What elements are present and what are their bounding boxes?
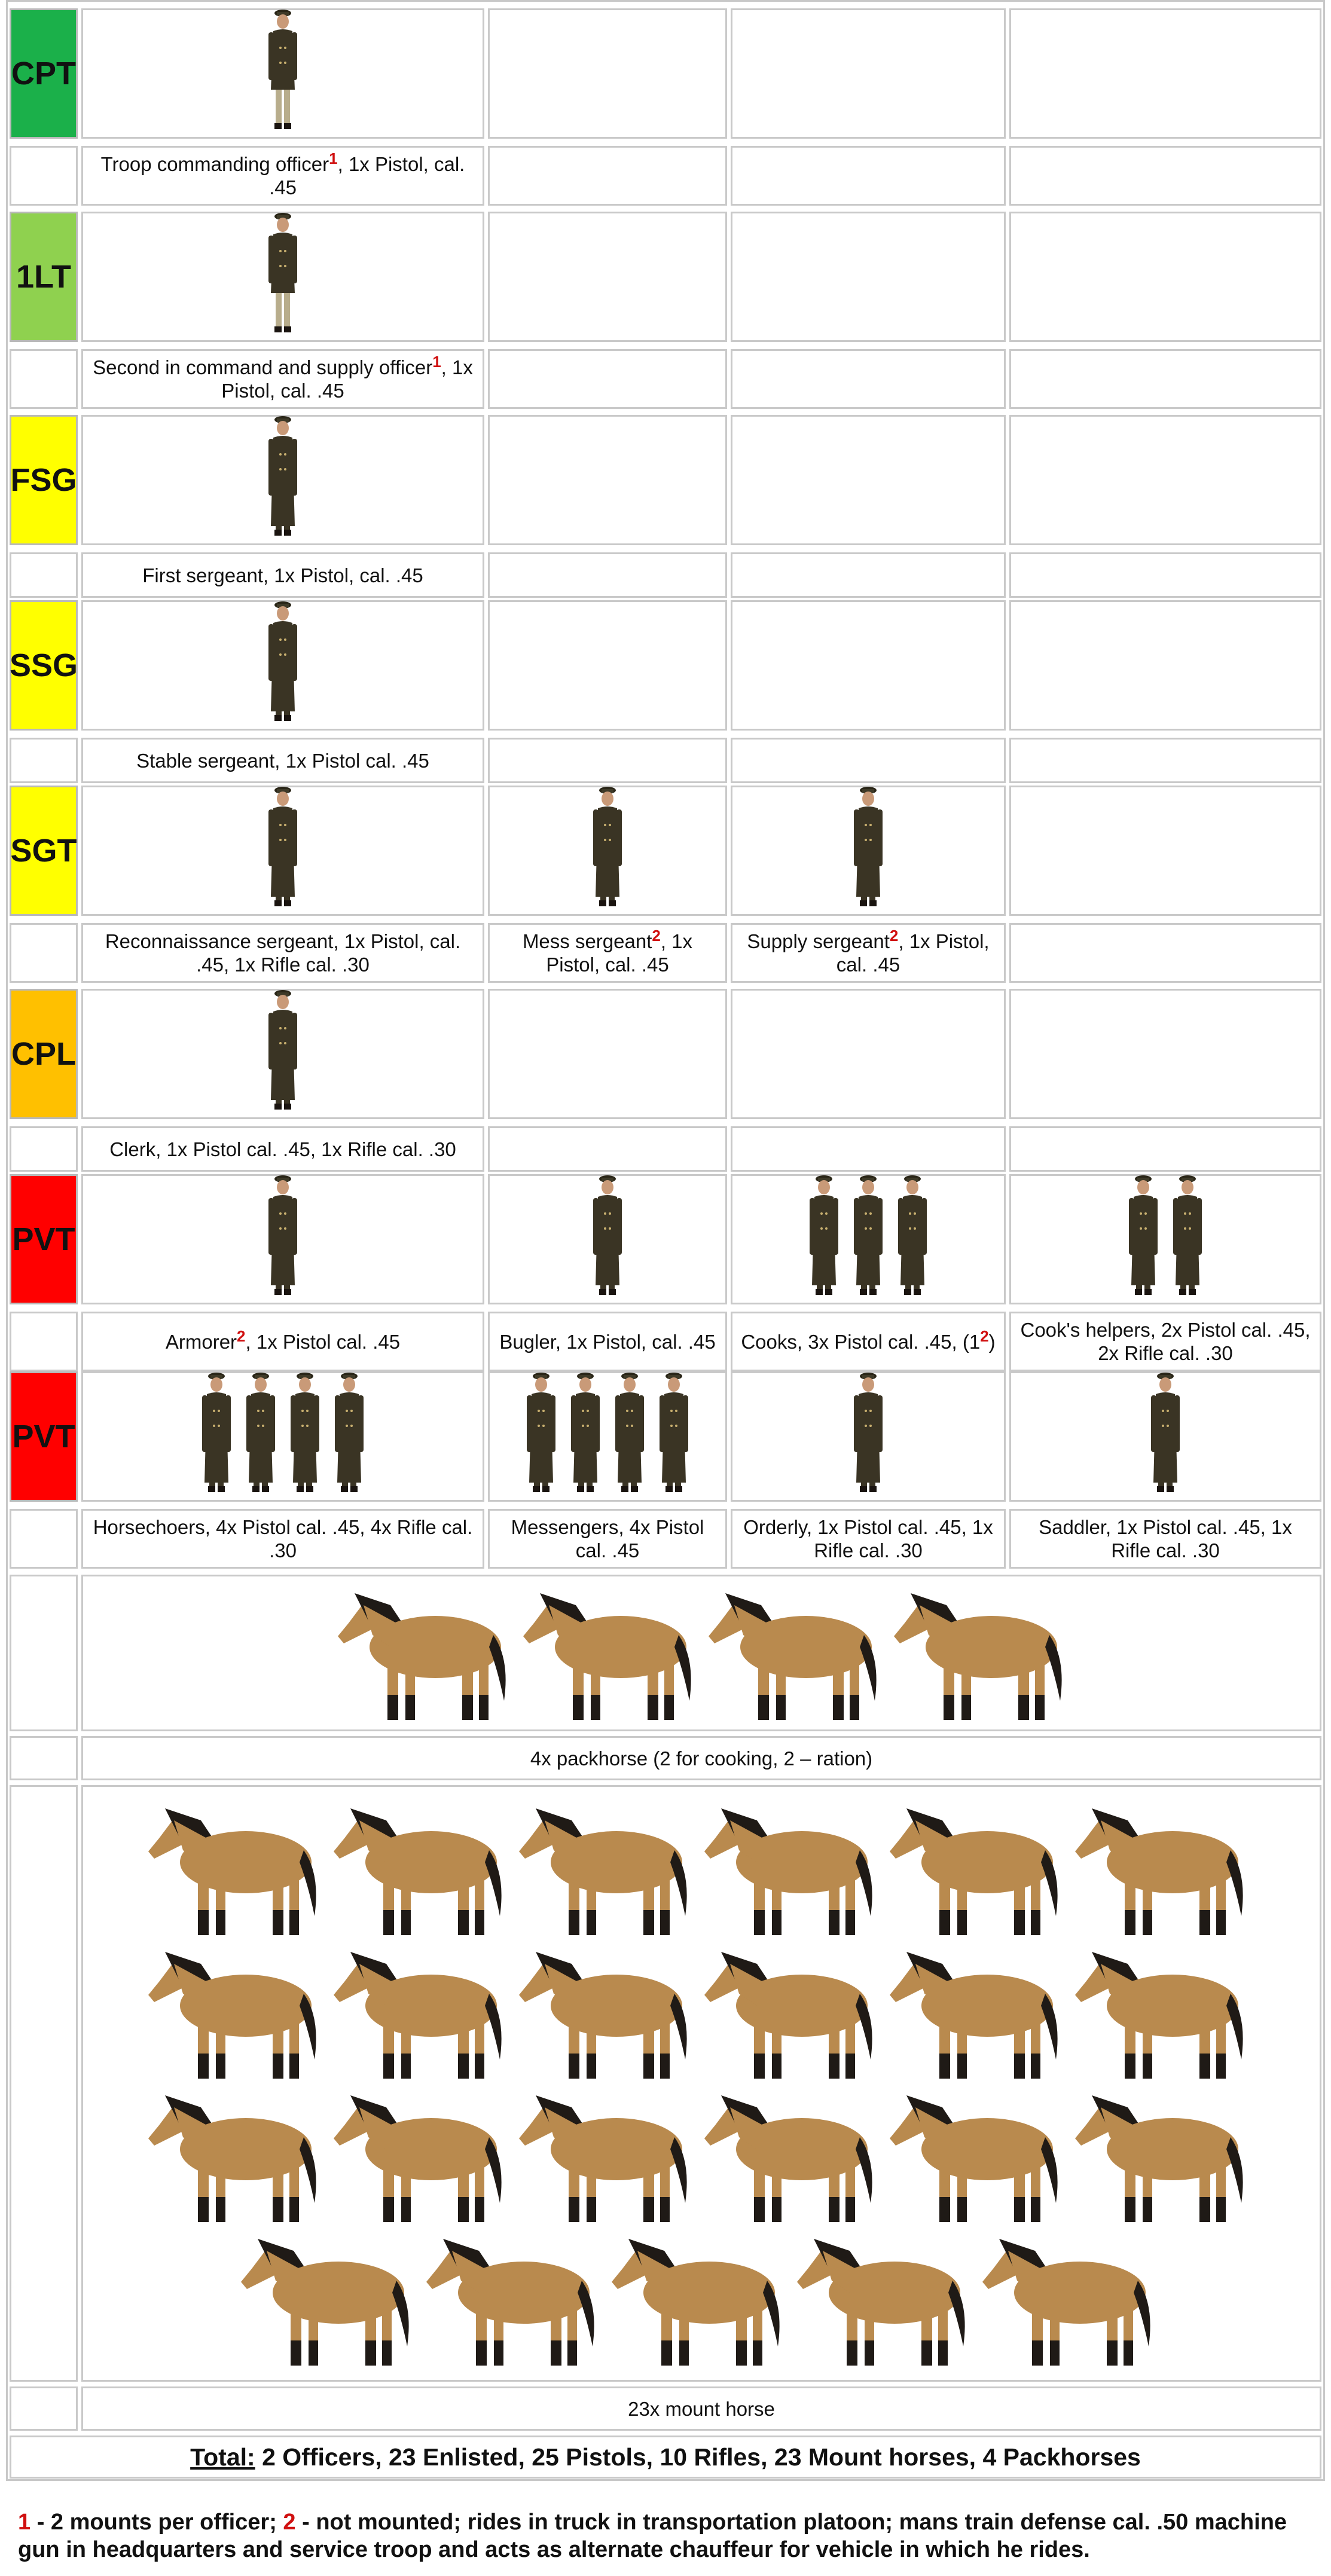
lt1-figures bbox=[81, 219, 484, 335]
mount-horse-icon bbox=[326, 1940, 512, 2083]
rank-caption-spacer bbox=[10, 923, 78, 983]
packhorse-icon bbox=[331, 1581, 516, 1725]
image-cell bbox=[731, 989, 1006, 1119]
pvt_messengers-soldier-icon bbox=[567, 1369, 603, 1495]
cpt-caption-part-b: , 1x Pistol, cal. .45 bbox=[269, 153, 465, 198]
pvt_cooks-soldier-icon bbox=[895, 1172, 930, 1297]
cpt-caption bbox=[81, 146, 484, 206]
mount-horse-icon bbox=[605, 2227, 790, 2370]
caption-cell bbox=[488, 349, 727, 409]
caption-cell bbox=[731, 1126, 1006, 1172]
mount-horse-icon bbox=[512, 1796, 697, 1940]
pvt_messengers-caption bbox=[488, 1509, 727, 1569]
sgt_recon-figures bbox=[81, 793, 484, 909]
sgt_mess-caption-part-b: , 1x Pistol, cal. .45 bbox=[546, 930, 693, 976]
mount-horse-icon bbox=[1068, 1940, 1253, 2083]
image-cell bbox=[1009, 415, 1321, 545]
pvt_bugler-caption bbox=[488, 1312, 727, 1371]
pvt_messengers-caption-text: Messengers, 4x Pistol cal. .45 bbox=[511, 1516, 704, 1562]
pvt_messengers-figures bbox=[488, 1379, 727, 1495]
pvt_cooks-caption bbox=[731, 1312, 1006, 1371]
caption-cell bbox=[1009, 146, 1321, 206]
pvt_cooks-figures bbox=[731, 1181, 1006, 1297]
pvt_armorer-figures bbox=[81, 1181, 484, 1297]
sgt_recon-soldier-icon bbox=[265, 783, 301, 909]
pvt_horseshoers-caption-text: Horsechoers, 4x Pistol cal. .45, 4x Rifle cal. .30 bbox=[93, 1516, 473, 1562]
lt1-caption-part-b: , 1x Pistol, cal. .45 bbox=[221, 356, 473, 402]
pvt_horseshoers-caption bbox=[81, 1509, 484, 1569]
pvt_cooks-caption-part-a: Cooks, 3x Pistol cal. .45, (1 bbox=[741, 1330, 981, 1353]
pvt_messengers-soldier-icon bbox=[523, 1369, 559, 1495]
image-cell bbox=[1009, 8, 1321, 139]
packhorse-caption bbox=[81, 1736, 1321, 1780]
mounthorse-group bbox=[129, 1789, 1265, 2378]
sgt_mess-soldier-icon bbox=[590, 783, 625, 909]
image-cell bbox=[731, 212, 1006, 342]
caption-cell bbox=[1009, 349, 1321, 409]
pvt_horseshoers-soldier-icon bbox=[287, 1369, 323, 1495]
image-cell bbox=[731, 8, 1006, 139]
pvt_armorer-caption-text bbox=[165, 1327, 401, 1353]
mounthorse-caption bbox=[81, 2386, 1321, 2431]
mount-horse-icon bbox=[141, 1796, 326, 1940]
image-cell bbox=[488, 8, 727, 139]
ssg-caption bbox=[81, 738, 484, 783]
caption-cell bbox=[488, 738, 727, 783]
pvt_cookhelpers-soldier-icon bbox=[1170, 1172, 1205, 1297]
packhorse-icon bbox=[887, 1581, 1072, 1725]
caption-cell bbox=[1009, 552, 1321, 598]
sgt_supply-figures bbox=[731, 793, 1006, 909]
total-label: Total: bbox=[190, 2443, 255, 2471]
sgt_supply-caption-text bbox=[738, 927, 999, 976]
sgt_mess-caption-footnote-ref: 2 bbox=[652, 927, 661, 945]
mount-horse-icon bbox=[1068, 2083, 1253, 2227]
pvt_cooks-soldier-icon bbox=[850, 1172, 886, 1297]
mount-horse-icon bbox=[234, 2227, 419, 2370]
pvt_cookhelpers-figures bbox=[1009, 1181, 1321, 1297]
image-cell bbox=[1009, 212, 1321, 342]
lt1-caption bbox=[81, 349, 484, 409]
cpl_clerk-caption-text: Clerk, 1x Pistol cal. .45, 1x Rifle cal. .30 bbox=[109, 1138, 456, 1160]
sgt_mess-caption-text bbox=[495, 927, 720, 976]
footnotes bbox=[18, 2508, 1321, 2563]
caption-cell bbox=[731, 349, 1006, 409]
mount-horse-icon bbox=[1068, 1796, 1253, 1940]
pvt_cooks-caption-part-b: ) bbox=[988, 1330, 996, 1353]
image-cell bbox=[731, 415, 1006, 545]
caption-cell bbox=[731, 552, 1006, 598]
cpl_clerk-figures bbox=[81, 996, 484, 1112]
pvt_armorer-caption-part-a: Armorer bbox=[165, 1330, 237, 1353]
mount-horse-icon bbox=[790, 2227, 975, 2370]
pvt_saddler-caption-text: Saddler, 1x Pistol cal. .45, 1x Rifle cal. .30 bbox=[1039, 1516, 1292, 1562]
rank-caption-spacer bbox=[10, 146, 78, 206]
cpt-caption-part-a: Troop commanding officer bbox=[100, 153, 329, 175]
cpt-figures bbox=[81, 16, 484, 132]
pvt_cooks-soldier-icon bbox=[806, 1172, 842, 1297]
sgt_mess-caption bbox=[488, 923, 727, 983]
sgt_supply-caption-footnote-ref: 2 bbox=[889, 927, 899, 945]
caption-cell bbox=[488, 1126, 727, 1172]
rank-badge-ssg: SSG bbox=[10, 600, 78, 731]
ssg-caption-text: Stable sergeant, 1x Pistol cal. .45 bbox=[136, 749, 429, 772]
pvt_bugler-soldier-icon bbox=[590, 1172, 625, 1297]
fsg-figures bbox=[81, 422, 484, 538]
pvt_cookhelpers-soldier-icon bbox=[1125, 1172, 1161, 1297]
pvt_armorer-caption bbox=[81, 1312, 484, 1371]
rank-caption-spacer bbox=[10, 738, 78, 783]
image-cell bbox=[731, 600, 1006, 731]
pvt_orderly-caption bbox=[731, 1509, 1006, 1569]
caption-cell bbox=[731, 146, 1006, 206]
pvt_saddler-soldier-icon bbox=[1147, 1369, 1183, 1495]
sgt_supply-soldier-icon bbox=[850, 783, 886, 909]
mount-horse-icon bbox=[975, 2227, 1161, 2370]
pvt_messengers-soldier-icon bbox=[656, 1369, 692, 1495]
mount-horse-icon bbox=[697, 1796, 883, 1940]
caption-cell bbox=[1009, 738, 1321, 783]
rank-caption-spacer bbox=[10, 1312, 78, 1371]
rank-badge-cpl: CPL bbox=[10, 989, 78, 1119]
pvt_messengers-soldier-icon bbox=[612, 1369, 648, 1495]
mount-horse-icon bbox=[512, 1940, 697, 2083]
rank-caption-spacer bbox=[10, 349, 78, 409]
pvt_horseshoers-soldier-icon bbox=[199, 1369, 234, 1495]
footnote-2-text: - not mounted; rides in truck in transportation platoon; mans train defense cal. .50 machine gun in headquarters and service troop and acts as alternate chauffeur for vehicle in which he rides. bbox=[18, 2510, 1287, 2562]
image-cell bbox=[488, 600, 727, 731]
rank-caption-spacer bbox=[10, 1509, 78, 1569]
footnote-1-text: - 2 mounts per officer; bbox=[30, 2510, 283, 2535]
rank-badge-pvt2: PVT bbox=[10, 1371, 78, 1502]
pvt_orderly-soldier-icon bbox=[850, 1369, 886, 1495]
cpt-caption-text bbox=[88, 149, 477, 199]
pvt_saddler-figures bbox=[1009, 1379, 1321, 1495]
pvt_cooks-caption-footnote-ref: 2 bbox=[980, 1327, 989, 1345]
pvt_saddler-caption bbox=[1009, 1509, 1321, 1569]
sgt_supply-caption-part-a: Supply sergeant bbox=[747, 930, 890, 952]
fsg-soldier-icon bbox=[265, 412, 301, 538]
mount-horse-icon bbox=[697, 2083, 883, 2227]
sgt_recon-caption bbox=[81, 923, 484, 983]
mount-horse-icon bbox=[141, 1940, 326, 2083]
caption-cell bbox=[1009, 923, 1321, 983]
pvt_armorer-caption-footnote-ref: 2 bbox=[237, 1327, 246, 1345]
total-bar bbox=[10, 2436, 1321, 2479]
ssg-figures bbox=[81, 607, 484, 723]
fsg-caption-text: First sergeant, 1x Pistol, cal. .45 bbox=[142, 564, 423, 586]
packhorse-rank-spacer bbox=[10, 1575, 78, 1731]
sgt_supply-caption bbox=[731, 923, 1006, 983]
mount-horse-icon bbox=[326, 2083, 512, 2227]
mount-horse-icon bbox=[697, 1940, 883, 2083]
mounthorse-rank-spacer bbox=[10, 1785, 78, 2382]
cpt-caption-footnote-ref: 1 bbox=[329, 149, 338, 167]
caption-cell bbox=[1009, 1126, 1321, 1172]
lt1-caption-text bbox=[88, 353, 477, 402]
mount-horse-icon bbox=[326, 1796, 512, 1940]
lt1-caption-footnote-ref: 1 bbox=[432, 353, 441, 371]
pvt_bugler-caption-text: Bugler, 1x Pistol, cal. .45 bbox=[499, 1330, 716, 1353]
rank-caption-spacer bbox=[10, 1126, 78, 1172]
pvt_horseshoers-soldier-icon bbox=[243, 1369, 279, 1495]
image-cell bbox=[1009, 989, 1321, 1119]
pvt_armorer-soldier-icon bbox=[265, 1172, 301, 1297]
packhorse-icon bbox=[701, 1581, 887, 1725]
sgt_mess-figures bbox=[488, 793, 727, 909]
pvt_cookhelpers-caption-text: Cook's helpers, 2x Pistol cal. .45, 2x Rifle cal. .30 bbox=[1020, 1319, 1311, 1364]
mount-horse-icon bbox=[419, 2227, 605, 2370]
packhorse-group bbox=[81, 1578, 1321, 1728]
cpl_clerk-caption bbox=[81, 1126, 484, 1172]
mount-horse-icon bbox=[512, 2083, 697, 2227]
cpl_clerk-soldier-icon bbox=[265, 986, 301, 1112]
rank-caption-spacer bbox=[10, 552, 78, 598]
mount-horse-icon bbox=[883, 2083, 1068, 2227]
image-cell bbox=[488, 415, 727, 545]
rank-badge-fsg: FSG bbox=[10, 415, 78, 545]
image-cell bbox=[1009, 786, 1321, 916]
footnote-2-marker: 2 bbox=[283, 2510, 296, 2535]
ssg-soldier-icon bbox=[265, 598, 301, 723]
rank-badge-lt1: 1LT bbox=[10, 212, 78, 342]
mount-horse-icon bbox=[141, 2083, 326, 2227]
mounthorse-caption-text: 23x mount horse bbox=[628, 2397, 775, 2420]
mount-horse-icon bbox=[883, 1940, 1068, 2083]
pvt_horseshoers-figures bbox=[81, 1379, 484, 1495]
pvt_bugler-figures bbox=[488, 1181, 727, 1297]
caption-cell bbox=[488, 146, 727, 206]
packhorse-caption-text: 4x packhorse (2 for cooking, 2 – ration) bbox=[530, 1747, 873, 1770]
image-cell bbox=[1009, 600, 1321, 731]
mount-horse-icon bbox=[883, 1796, 1068, 1940]
image-cell bbox=[488, 989, 727, 1119]
caption-cell bbox=[731, 738, 1006, 783]
lt1-caption-part-a: Second in command and supply officer bbox=[93, 356, 433, 378]
packhorse-icon bbox=[516, 1581, 701, 1725]
rank-badge-cpt: CPT bbox=[10, 8, 78, 139]
pvt_horseshoers-soldier-icon bbox=[331, 1369, 367, 1495]
image-cell bbox=[488, 212, 727, 342]
pvt_orderly-figures bbox=[731, 1379, 1006, 1495]
pvt_cookhelpers-caption bbox=[1009, 1312, 1321, 1371]
caption-cell bbox=[488, 552, 727, 598]
fsg-caption bbox=[81, 552, 484, 598]
packhorse-caption-spacer bbox=[10, 1736, 78, 1780]
mounthorse-caption-spacer bbox=[10, 2386, 78, 2431]
rank-badge-sgt: SGT bbox=[10, 786, 78, 916]
sgt_recon-caption-text: Reconnaissance sergeant, 1x Pistol, cal. .45, 1x Rifle cal. .30 bbox=[105, 930, 461, 976]
pvt_orderly-caption-text: Orderly, 1x Pistol cal. .45, 1x Rifle cal. .30 bbox=[743, 1516, 993, 1562]
cpt-soldier-icon bbox=[265, 6, 301, 132]
lt1-soldier-icon bbox=[265, 209, 301, 335]
rank-badge-pvt1: PVT bbox=[10, 1174, 78, 1304]
pvt_armorer-caption-part-b: , 1x Pistol cal. .45 bbox=[245, 1330, 401, 1353]
total-text: 2 Officers, 23 Enlisted, 25 Pistols, 10 Rifles, 23 Mount horses, 4 Packhorses bbox=[255, 2443, 1141, 2471]
sgt_mess-caption-part-a: Mess sergeant bbox=[522, 930, 652, 952]
sgt_supply-caption-part-b: , 1x Pistol, cal. .45 bbox=[836, 930, 990, 976]
pvt_cooks-caption-text bbox=[741, 1327, 996, 1353]
footnote-1-marker: 1 bbox=[18, 2510, 31, 2535]
